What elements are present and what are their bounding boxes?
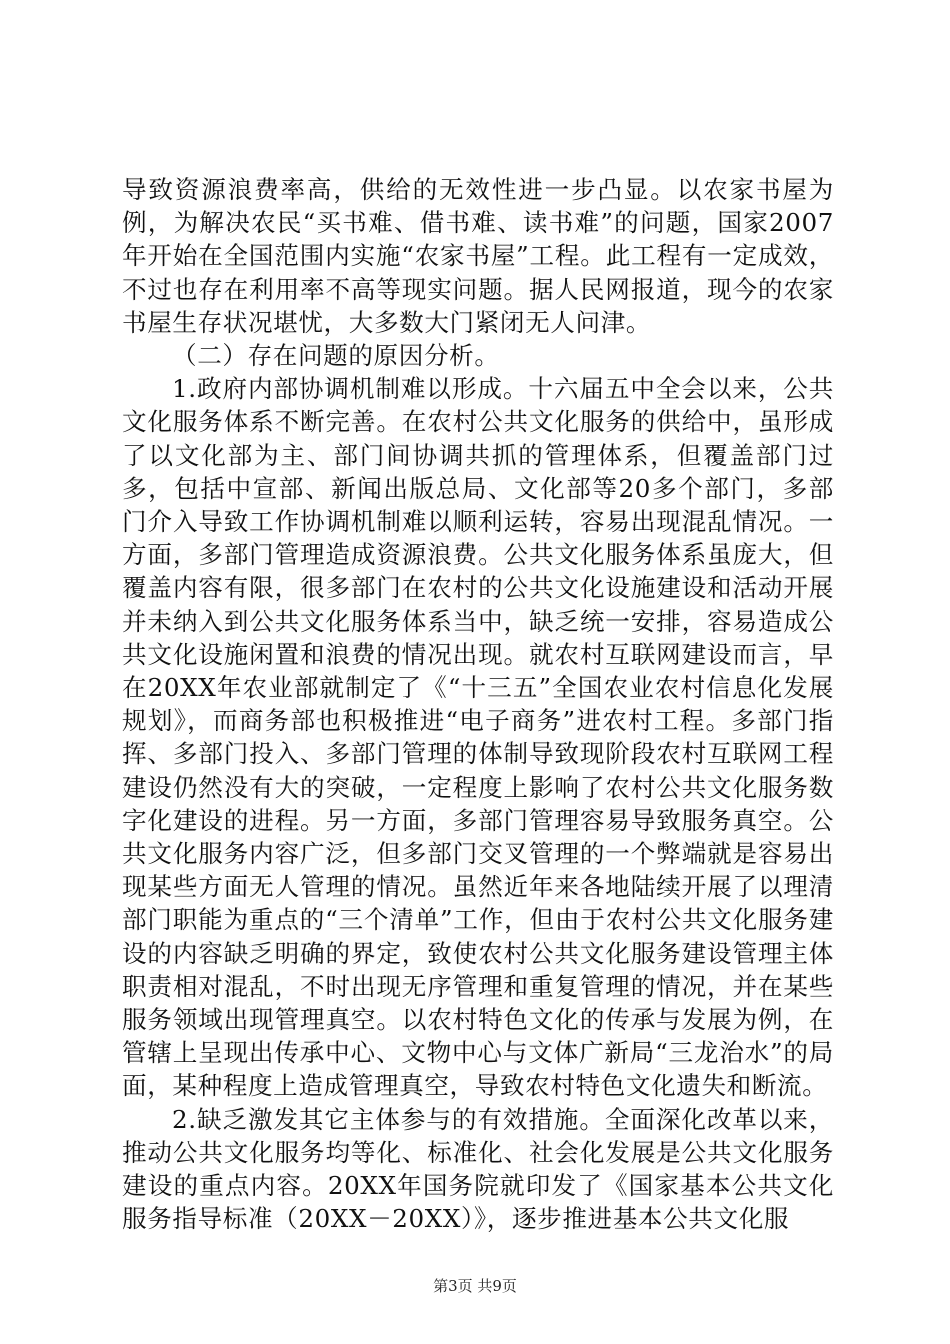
page-footer: 第3页 共9页 [433, 1277, 517, 1295]
paragraph-point-2: 2.缺乏激发其它主体参与的有效措施。全面深化改革以来，推动公共文化服务均等化、标准化、社会化发展是公共文化服务建设的重点内容。20XX年国务院就印发了《国家基本公共文化服务指导标准（20XX－20XX）》，逐步推进基本公共文化服 [122, 1104, 834, 1234]
section-heading: （二）存在问题的原因分析。 [172, 341, 500, 371]
body-text [122, 173, 834, 1236]
paragraph-intro: 导致资源浪费率高，供给的无效性进一步凸显。以农家书屋为例，为解决农民“买书难、借书难、读书难”的问题，国家2007年开始在全国范围内实施“农家书屋”工程。此工程有一定成效，不过也存在利用率不高等现实问题。据人民网报道，现今的农家书屋生存状况堪忧，大多数大门紧闭无人问津。 [122, 175, 834, 337]
paragraph-point-1: 1.政府内部协调机制难以形成。十六届五中全会以来，公共文化服务体系不断完善。在农村公共文化服务的供给中，虽形成了以文化部为主、部门间协调共抓的管理体系，但覆盖部门过多，包括中宣部、新闻出版总局、文化部等20多个部门，多部门介入导致工作协调机制难以顺利运转，容易出现混乱情况。一方面，多部门管理造成资源浪费。公共文化服务体系虽庞大，但覆盖内容有限，很多部门在农村的公共文化设施建设和活动开展并未纳入到公共文化服务体系当中，缺乏统一安排，容易造成公共文化设施闲置和浪费的情况出现。就农村互联网建设而言，早在20XX年农业部就制定了《“十三五”全国农业农村信息化发展规划》，而商务部也积极推进“电子商务”进农村工程。多部门指挥、多部门投入、多部门管理的体制导致现阶段农村互联网工程建设仍然没有大的突破，一定程度上影响了农村公共文化服务数字化建设的进程。另一方面，多部门管理容易导致服务真空。公共文化服务内容广泛，但多部门交叉管理的一个弊端就是容易出现某些方面无人管理的情况。虽然近年来各地陆续开展了以理清部门职能为重点的“三个清单”工作，但由于农村公共文化服务建设的内容缺乏明确的界定，致使农村公共文化服务建设管理主体职责相对混乱，不时出现无序管理和重复管理的情况，并在某些服务领域出现管理真空。以农村特色文化的传承与发展为例，在管辖上呈现出传承中心、文物中心与文体广新局“三龙治水”的局面，某种程度上造成管理真空，导致农村特色文化遗失和断流。 [122, 374, 834, 1101]
